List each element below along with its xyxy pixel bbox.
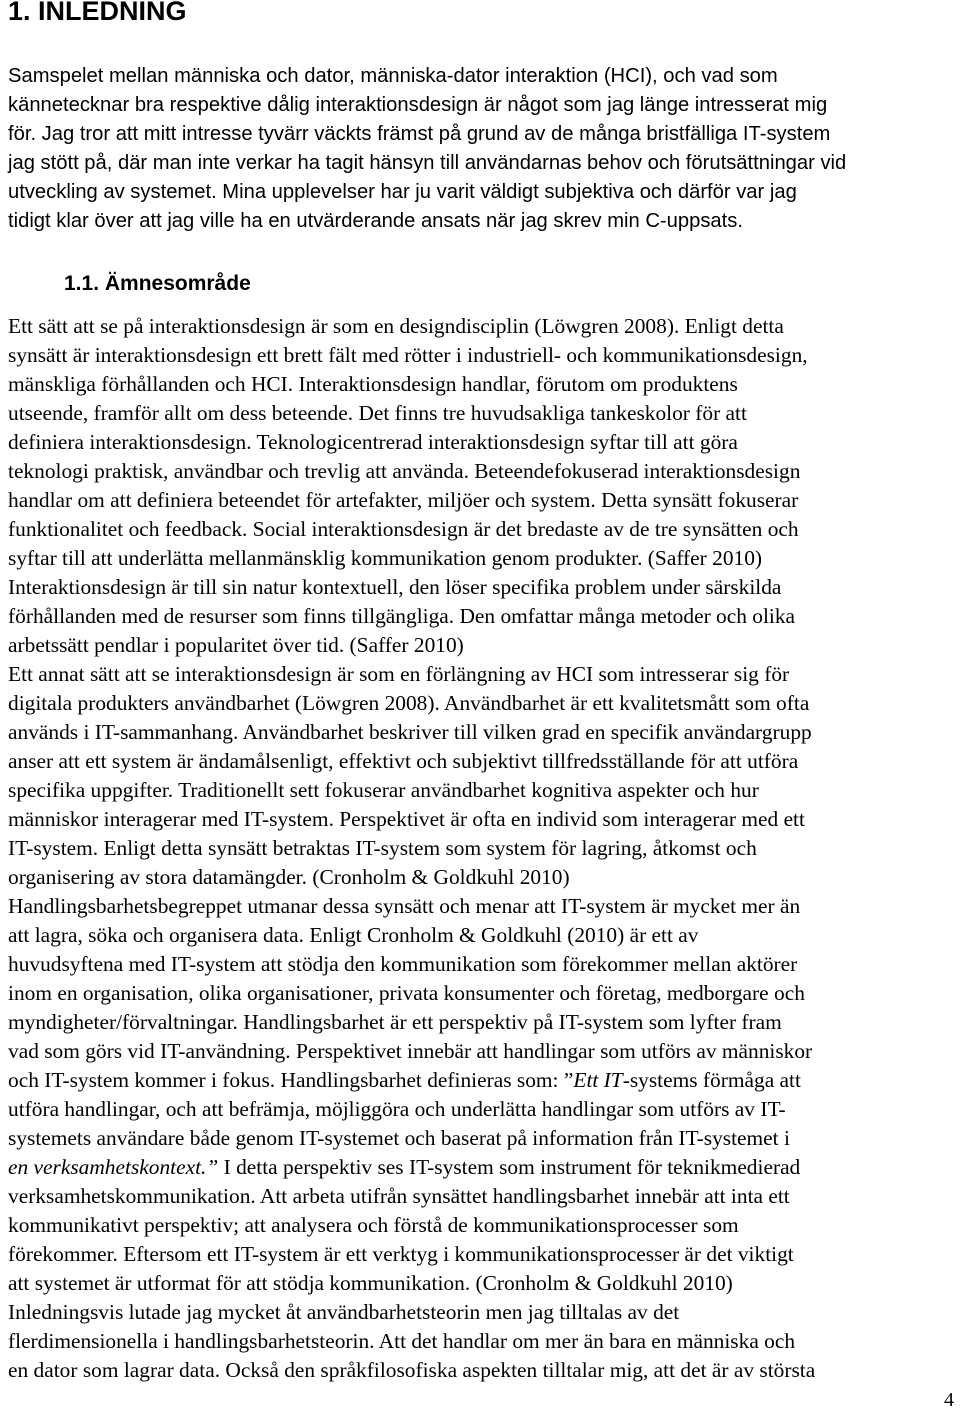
text-line: handlar om att definiera beteendet för artefakter, miljöer och system. Detta synsätt fokuserar	[8, 488, 799, 512]
text-line: digitala produkters användbarhet (Löwgren 2008). Användbarhet är ett kvalitetsmått som ofta	[8, 691, 810, 715]
text-line: utseende, framför allt om dess beteende. Det finns tre huvudsakliga tankeskolor för att	[8, 401, 747, 425]
text-line: tidigt klar över att jag ville ha en utvärderande ansats när jag skrev min C-uppsats.	[8, 210, 743, 232]
text-line: används i IT-sammanhang. Användbarhet beskriver till vilken grad en specifik användargrupp	[8, 720, 812, 744]
text-line: anser att ett system är ändamålsenligt, effektivt och subjektivt tillfredsställande för att utföra	[8, 749, 799, 773]
quote-italic-end: en verksamhetskontext.”	[8, 1155, 219, 1179]
text-line: en dator som lagrar data. Också den språkfilosofiska aspekten tilltalar mig, att det är av största	[8, 1358, 816, 1382]
text-line: synsätt är interaktionsdesign ett brett fält med rötter i industriell- och kommunikationsdesign,	[8, 343, 808, 367]
intro-paragraph	[8, 62, 958, 236]
quote-text: -systems förmåga att	[622, 1068, 801, 1092]
page-number: 4	[944, 1389, 954, 1411]
text-line: flerdimensionella i handlingsbarhetsteorin. Att det handlar om mer än bara en människa och	[8, 1329, 796, 1353]
text-line: IT-system. Enligt detta synsätt betraktas IT-system som system för lagring, åtkomst och	[8, 836, 757, 860]
text-line: Ett sätt att se på interaktionsdesign är som en designdisciplin (Löwgren 2008). Enligt detta	[8, 314, 784, 338]
text-line: att lagra, söka och organisera data. Enligt Cronholm & Goldkuhl (2010) är ett av	[8, 923, 699, 947]
body-text	[8, 312, 958, 1385]
text-line	[8, 1066, 958, 1095]
text-line: huvudsyftena med IT-system att stödja den kommunikation som förekommer mellan aktörer	[8, 952, 798, 976]
text-line: syftar till att underlätta mellanmänsklig kommunikation genom produkter. (Saffer 2010)	[8, 546, 763, 570]
text-line: Interaktionsdesign är till sin natur kontextuell, den löser specifika problem under särskilda	[8, 575, 782, 599]
text-line: Handlingsbarhetsbegreppet utmanar dessa synsätt och menar att IT-system är mycket mer än	[8, 894, 801, 918]
text-line: förekommer. Eftersom ett IT-system är ett verktyg i kommunikationsprocesser är det viktigt	[8, 1242, 794, 1266]
text-line: verksamhetskommunikation. Att arbeta utifrån synsättet handlingsbarhet innebär att inta ett	[8, 1184, 790, 1208]
text-line: människor interagerar med IT-system. Perspektivet är ofta en individ som interagerar med ett	[8, 807, 805, 831]
text-line: specifika uppgifter. Traditionellt sett fokuserar användbarhet kognitiva aspekter och hur	[8, 778, 759, 802]
text-line: definiera interaktionsdesign. Teknologicentrerad interaktionsdesign syftar till att göra	[8, 430, 738, 454]
quote-italic-start: Ett IT	[573, 1068, 623, 1092]
text-line: arbetssätt pendlar i popularitet över tid. (Saffer 2010)	[8, 633, 464, 657]
text-line: kommunikativt perspektiv; att analysera och förstå de kommunikationsprocesser som	[8, 1213, 739, 1237]
text-line: utveckling av systemet. Mina upplevelser har ju varit väldigt subjektiva och därför var jag	[8, 181, 797, 203]
text-line: teknologi praktisk, användbar och trevlig att använda. Beteendefokuserad interaktionsdesign	[8, 459, 801, 483]
text-line: organisering av stora datamängder. (Cronholm & Goldkuhl 2010)	[8, 865, 570, 889]
text-line: att systemet är utformat för att stödja kommunikation. (Cronholm & Goldkuhl 2010)	[8, 1271, 733, 1295]
text-line: systemets användare både genom IT-systemet och baserat på information från IT-systemet i	[8, 1126, 790, 1150]
text-line: myndigheter/förvaltningar. Handlingsbarhet är ett perspektiv på IT-system som lyfter fram	[8, 1010, 782, 1034]
text-line: vad som görs vid IT-användning. Perspektivet innebär att handlingar som utförs av människor	[8, 1039, 813, 1063]
text-line: för. Jag tror att mitt intresse tyvärr väckts främst på grund av de många bristfälliga IT-system	[8, 123, 831, 145]
text-line: Inledningsvis lutade jag mycket åt användbarhetsteorin men jag tilltalas av det	[8, 1300, 680, 1324]
text-fragment: I detta perspektiv ses IT-system som instrument för teknikmedierad	[218, 1155, 801, 1179]
chapter-title: 1. INLEDNING	[8, 0, 187, 26]
text-line: inom en organisation, olika organisationer, privata konsumenter och företag, medborgare och	[8, 981, 805, 1005]
text-fragment: och IT-system kommer i fokus. Handlingsbarhet definieras som:	[8, 1068, 559, 1092]
text-line: mänskliga förhållanden och HCI. Interaktionsdesign handlar, förutom om produktens	[8, 372, 738, 396]
section-title: 1.1. Ämnesområde	[64, 272, 251, 295]
text-line: funktionalitet och feedback. Social interaktionsdesign är det bredaste av de tre synsätten och	[8, 517, 799, 541]
text-line: jag stött på, där man inte verkar ha tagit hänsyn till användarnas behov och förutsättningar vid	[8, 152, 847, 174]
text-line: förhållanden med de resurser som finns tillgängliga. Den omfattar många metoder och olika	[8, 604, 796, 628]
text-line: utföra handlingar, och att befrämja, möjliggöra och underlätta handlingar som utförs av IT-	[8, 1097, 786, 1121]
text-line	[8, 1153, 958, 1182]
text-line: Ett annat sätt att se interaktionsdesign är som en förlängning av HCI som intresserar sig för	[8, 662, 790, 686]
text-line: kännetecknar bra respektive dålig interaktionsdesign är något som jag länge intresserat mig	[8, 94, 828, 116]
quote-open-mark: ”	[563, 1068, 574, 1092]
text-line: Samspelet mellan människa och dator, människa-dator interaktion (HCI), och vad som	[8, 65, 778, 87]
